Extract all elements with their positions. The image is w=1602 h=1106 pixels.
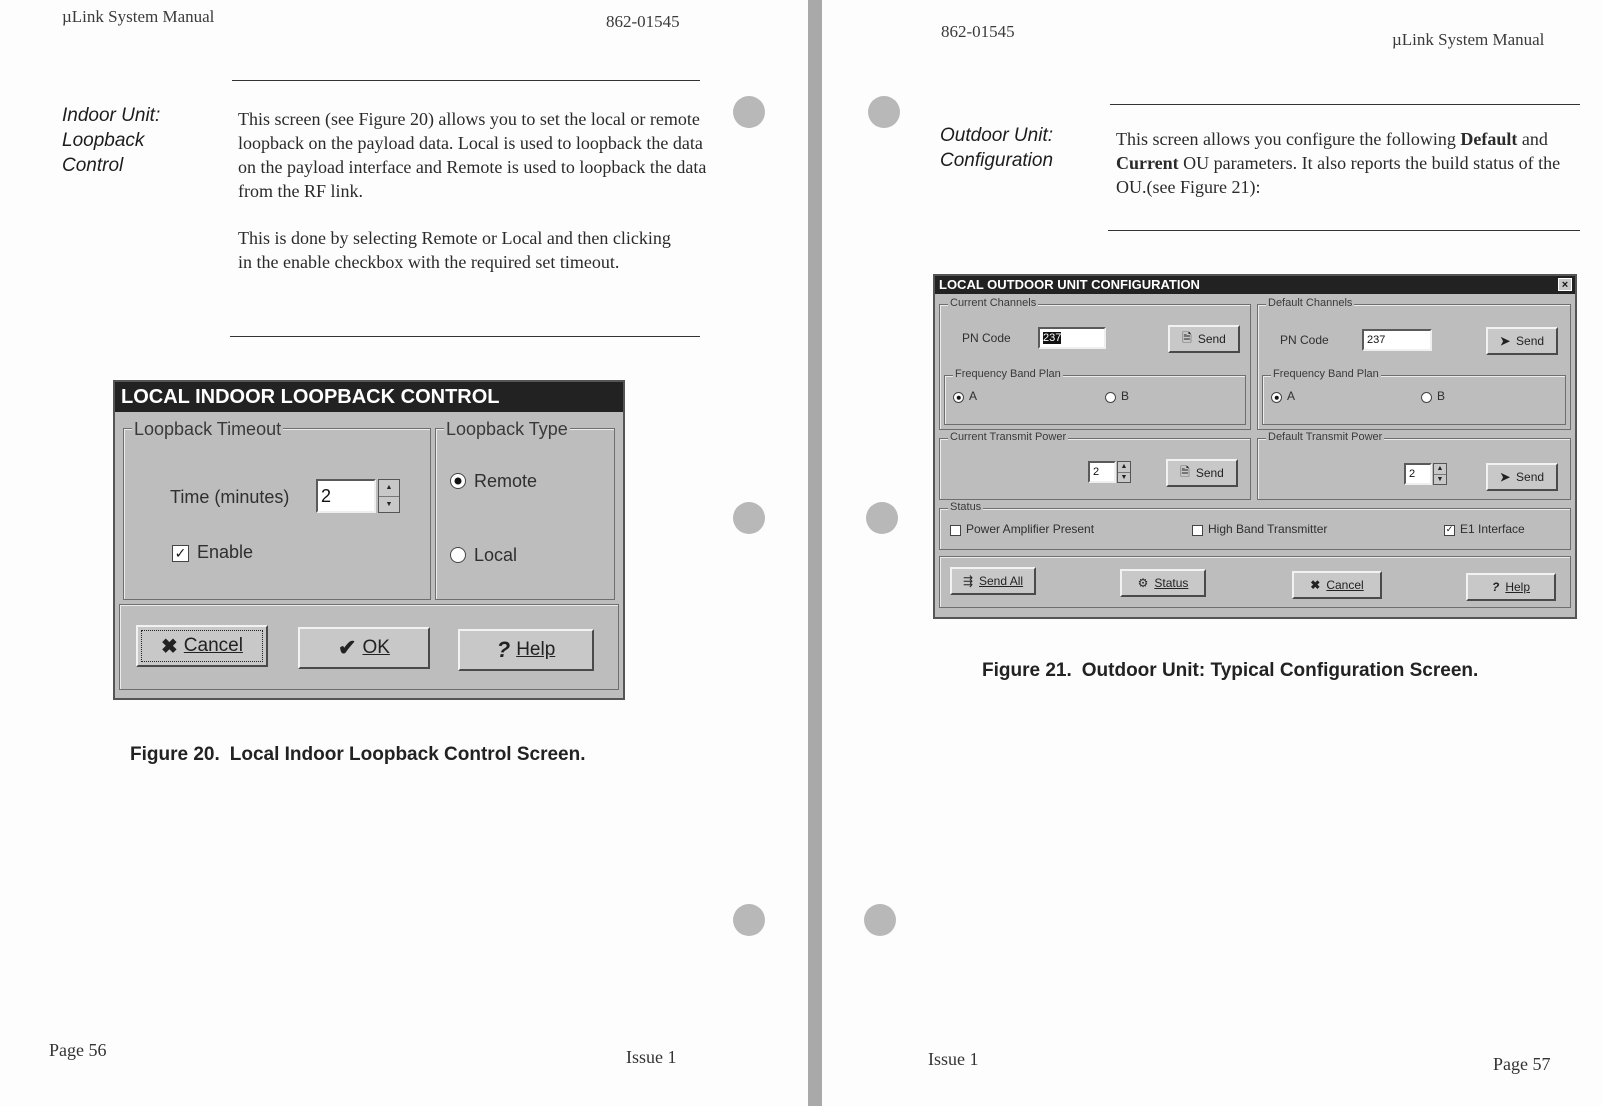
- checkmark-icon: ✓: [174, 545, 187, 562]
- divider: [1110, 104, 1580, 105]
- body-paragraph: [1116, 127, 1576, 199]
- current-band-a-radio[interactable]: [953, 392, 964, 403]
- group-label: Frequency Band Plan: [1273, 368, 1379, 380]
- checkmark-icon: ✔: [338, 635, 357, 660]
- help-label: Help: [516, 639, 556, 660]
- loopback-type-group: [435, 419, 615, 600]
- section-heading-line: Configuration: [940, 150, 1054, 171]
- send-label: Send: [1197, 332, 1226, 346]
- current-channels-group: [939, 297, 1251, 430]
- help-label: Help: [1505, 580, 1531, 594]
- header-manual-title: µLink System Manual: [1392, 30, 1545, 49]
- enable-label: Enable: [197, 542, 254, 562]
- footer-page-number: Page 56: [49, 1040, 107, 1060]
- section-heading-line: Outdoor Unit:: [940, 125, 1053, 146]
- figure-title: Local Indoor Loopback Control Screen.: [229, 744, 586, 765]
- spin-down-icon[interactable]: ▼: [385, 499, 393, 508]
- header-doc-number: 862-01545: [941, 22, 1015, 41]
- footer-page-number: Page 57: [1493, 1054, 1551, 1074]
- power-amplifier-label: Power Amplifier Present: [966, 522, 1095, 536]
- section-heading-line: Indoor Unit:: [62, 105, 161, 126]
- send-label: Send: [1195, 466, 1224, 480]
- remote-radio[interactable]: [450, 473, 466, 489]
- send-document-icon: 🗎: [1180, 464, 1190, 479]
- current-frequency-band-group: [944, 368, 1246, 425]
- cancel-label: Cancel: [1326, 578, 1364, 592]
- footer-issue: Issue 1: [626, 1047, 677, 1067]
- dialog-titlebar: [935, 276, 1575, 294]
- group-label: Frequency Band Plan: [955, 368, 1061, 380]
- header-manual-title: µLink System Manual: [62, 7, 215, 26]
- send-all-button[interactable]: [950, 567, 1036, 595]
- default-tx-send-button[interactable]: [1486, 463, 1558, 491]
- enable-checkbox[interactable]: [172, 545, 189, 562]
- figure-title: Outdoor Unit: Typical Configuration Screen.: [1081, 660, 1479, 681]
- band-b-label: B: [1437, 389, 1446, 403]
- spin-down-icon[interactable]: ▼: [1120, 472, 1128, 481]
- default-frequency-band-group: [1262, 368, 1566, 425]
- e1-interface-label: E1 Interface: [1460, 522, 1525, 536]
- default-band-b-radio[interactable]: [1421, 392, 1432, 403]
- figure-caption: [982, 660, 1478, 682]
- punch-hole: [866, 502, 898, 534]
- send-all-label: Send All: [979, 574, 1024, 588]
- binding-gutter: [808, 0, 822, 1106]
- body-text-run: and: [1517, 129, 1548, 149]
- current-tx-send-button[interactable]: [1166, 459, 1238, 487]
- bold-term: Default: [1460, 129, 1518, 149]
- cancel-x-icon: ✖: [161, 635, 178, 658]
- punch-hole: [733, 96, 765, 128]
- spin-up-icon[interactable]: ▲: [1118, 462, 1130, 473]
- status-label: Status: [1154, 576, 1189, 590]
- time-minutes-input[interactable]: 2: [316, 479, 376, 513]
- cancel-label: Cancel: [183, 635, 243, 656]
- e1-interface-checkbox[interactable]: [1444, 525, 1455, 536]
- status-button[interactable]: [1120, 569, 1206, 597]
- punch-hole: [733, 904, 765, 936]
- send-all-icon: ⇶: [962, 574, 973, 588]
- group-label: Current Channels: [950, 297, 1037, 309]
- status-group: [939, 501, 1571, 550]
- ok-button[interactable]: [298, 627, 430, 669]
- section-heading-line: Control: [62, 155, 124, 176]
- arrow-right-icon: ➤: [1499, 334, 1511, 348]
- section-heading-line: Loopback: [62, 130, 145, 151]
- spin-up-icon[interactable]: ▲: [379, 480, 399, 497]
- checkmark-icon: ✓: [1445, 525, 1454, 535]
- cancel-button[interactable]: [1292, 571, 1382, 599]
- group-label: Default Channels: [1268, 297, 1353, 309]
- section-body: [238, 107, 708, 297]
- section-body: [1116, 127, 1576, 222]
- button-panel: [119, 604, 619, 690]
- remote-label: Remote: [474, 471, 538, 491]
- high-band-checkbox[interactable]: [1192, 525, 1203, 536]
- spin-down-icon[interactable]: ▼: [1436, 474, 1444, 483]
- send-document-icon: 🗎: [1182, 330, 1192, 345]
- outdoor-config-dialog: [933, 274, 1577, 619]
- power-amplifier-checkbox[interactable]: [950, 525, 961, 536]
- default-channels-group: [1257, 297, 1571, 430]
- body-text-run: OU parameters. It also reports the build status of the OU.(see Figure 21):: [1116, 153, 1561, 197]
- figure-caption: [130, 744, 586, 766]
- divider: [230, 336, 700, 337]
- question-mark-icon: ?: [1491, 580, 1500, 594]
- group-label: Loopback Type: [446, 419, 568, 439]
- figure-number: Figure 21.: [982, 660, 1072, 681]
- help-button[interactable]: [1466, 573, 1556, 601]
- current-tx-power-input[interactable]: 2: [1088, 461, 1116, 483]
- default-transmit-power-group: [1257, 431, 1571, 500]
- pn-code-label: PN Code: [1280, 333, 1329, 347]
- default-pn-code-input[interactable]: 237: [1362, 329, 1432, 351]
- default-tx-power-input[interactable]: 2: [1404, 463, 1432, 485]
- header-doc-number: 862-01545: [606, 12, 680, 31]
- default-send-button[interactable]: [1486, 327, 1558, 355]
- default-tx-spinner[interactable]: [1433, 463, 1447, 485]
- section-heading: [62, 103, 160, 178]
- send-label: Send: [1516, 334, 1545, 348]
- high-band-label: High Band Transmitter: [1208, 522, 1328, 536]
- dialog-title: LOCAL INDOOR LOOPBACK CONTROL: [115, 382, 623, 412]
- pn-code-label: PN Code: [962, 331, 1011, 345]
- send-label: Send: [1516, 470, 1545, 484]
- divider: [232, 80, 700, 81]
- cancel-button[interactable]: [136, 625, 268, 667]
- arrow-right-icon: ➤: [1499, 470, 1511, 484]
- body-paragraph: This is done by selecting Remote or Local and then clicking in the enable checkbox with the required set timeout.: [238, 228, 671, 272]
- footer-issue: Issue 1: [928, 1049, 979, 1069]
- punch-hole: [868, 96, 900, 128]
- group-label: Current Transmit Power: [950, 431, 1067, 443]
- close-icon[interactable]: ×: [1558, 278, 1572, 291]
- loopback-timeout-group: [123, 419, 431, 600]
- body-text-run: This screen allows you configure the following: [1116, 129, 1461, 149]
- spin-up-icon[interactable]: ▲: [1434, 464, 1446, 475]
- bold-term: Current: [1116, 153, 1179, 173]
- button-panel: [939, 556, 1571, 608]
- question-mark-icon: ?: [496, 637, 511, 662]
- time-spinner[interactable]: [378, 479, 400, 513]
- group-label: Loopback Timeout: [134, 419, 282, 439]
- band-a-label: A: [1287, 389, 1296, 403]
- default-band-a-radio[interactable]: [1271, 392, 1282, 403]
- punch-hole: [733, 502, 765, 534]
- group-label: Default Transmit Power: [1268, 431, 1383, 443]
- help-button[interactable]: [458, 629, 594, 671]
- current-send-button[interactable]: [1168, 325, 1240, 353]
- local-radio[interactable]: [450, 547, 466, 563]
- selected-text: 237: [1043, 332, 1062, 344]
- figure-number: Figure 20.: [130, 744, 220, 765]
- loopback-control-dialog: [113, 380, 625, 700]
- divider: [1108, 230, 1580, 231]
- ok-label: OK: [362, 637, 390, 658]
- cancel-x-icon: ✖: [1310, 578, 1321, 592]
- time-label: Time (minutes): [170, 487, 290, 507]
- dialog-title: LOCAL OUTDOOR UNIT CONFIGURATION: [939, 277, 1200, 292]
- status-icon: ⚙: [1137, 576, 1149, 590]
- body-paragraph: This screen (see Figure 20) allows you to set the local or remote loopback on the payload data. Local is used to loopback the data on the payload interface and Remote is used to loopback the data from the RF link.: [238, 109, 707, 201]
- current-band-b-radio[interactable]: [1105, 392, 1116, 403]
- punch-hole: [864, 904, 896, 936]
- current-pn-code-input[interactable]: [1038, 327, 1106, 349]
- band-a-label: A: [969, 389, 978, 403]
- group-label: Status: [950, 501, 982, 513]
- current-transmit-power-group: [939, 431, 1251, 500]
- section-heading: [940, 123, 1053, 173]
- band-b-label: B: [1121, 389, 1130, 403]
- local-label: Local: [474, 545, 518, 565]
- current-tx-spinner[interactable]: [1117, 461, 1131, 483]
